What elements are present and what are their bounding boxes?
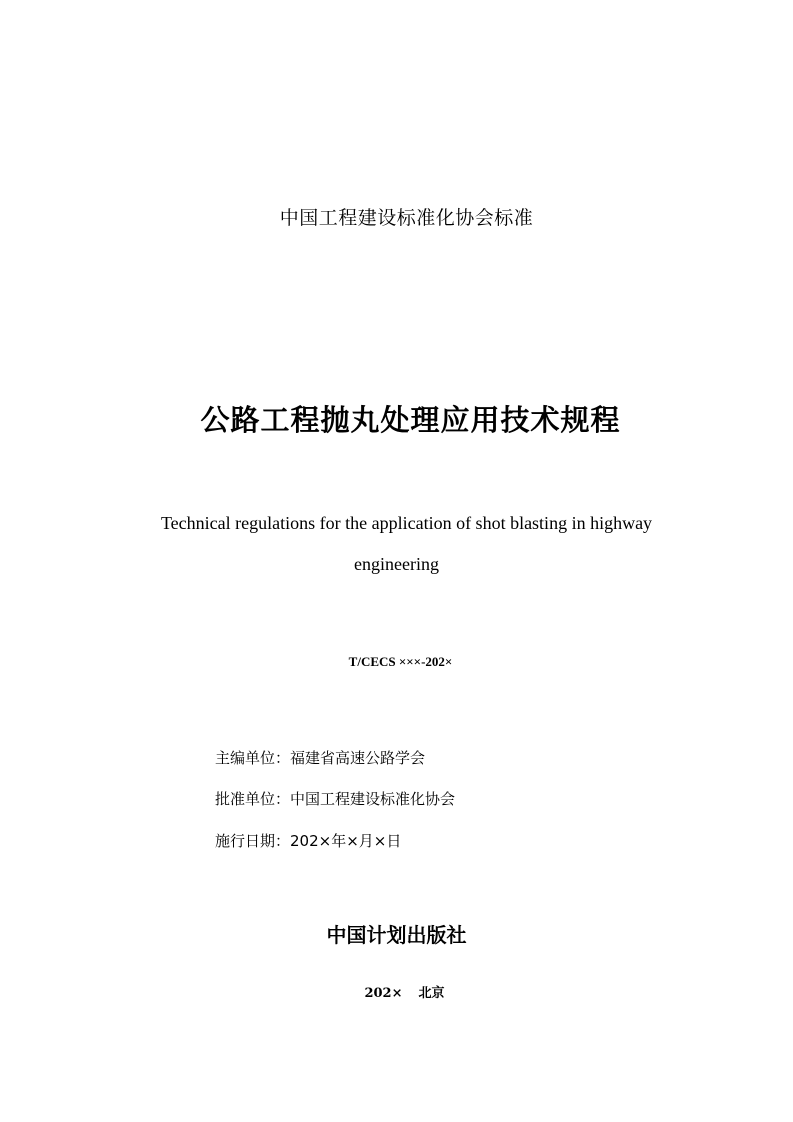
document-title-english-line2: engineering: [354, 554, 439, 574]
publication-year-city: [8, 982, 793, 1001]
publication-city: 北京: [418, 986, 445, 1001]
editor-unit-label: 主编单位：: [215, 749, 291, 767]
editor-unit-value: 福建省高速公路学会: [290, 749, 426, 767]
organization-name: 中国工程建设标准化协会标准: [279, 207, 534, 229]
publisher-name: 中国计划出版社: [326, 923, 467, 947]
effective-date-label: 施行日期：: [215, 832, 291, 850]
approver-unit: [215, 788, 455, 809]
effective-date: [215, 830, 401, 851]
document-title-chinese: 公路工程抛丸处理应用技术规程: [200, 403, 621, 437]
editor-unit: [215, 747, 425, 768]
approver-unit-value: 中国工程建设标准化协会: [290, 790, 456, 808]
standard-code: T/CECS ×××-202×: [348, 654, 453, 669]
approver-unit-label: 批准单位：: [215, 790, 291, 808]
effective-date-value: 202×年×月×日: [290, 832, 402, 850]
publication-year: 202×: [364, 986, 403, 1001]
document-title-english-line1: Technical regulations for the application of shot blasting in highway: [160, 513, 653, 533]
